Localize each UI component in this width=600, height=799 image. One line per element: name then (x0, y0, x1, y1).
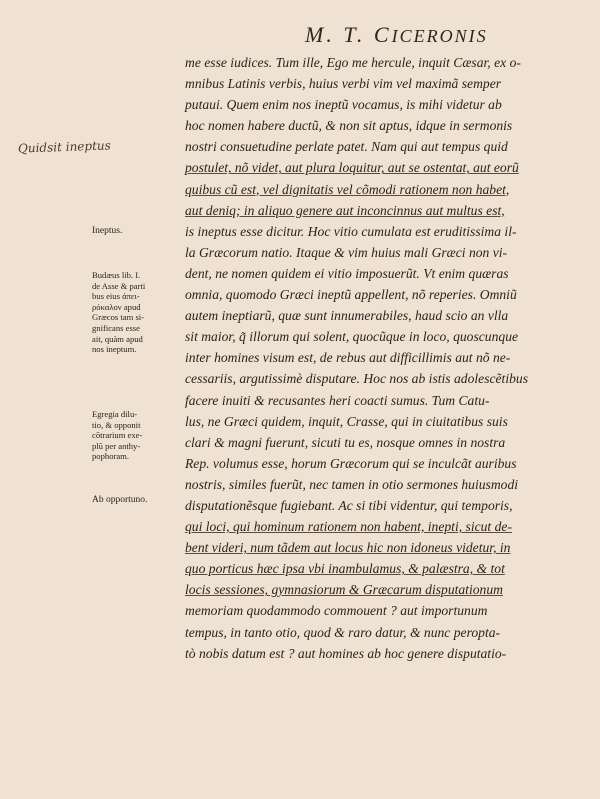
text-line: postulet, nõ videt, aut plura loquitur, aut se ostentat, aut eorũ (185, 160, 519, 176)
text-line: quo porticus hæc ipsa vbi inambulamus, & palæstra, & tot (185, 561, 505, 577)
text-line: lus, ne Græci quidem, inquit, Crasse, qui in ciuitatibus suis (185, 413, 508, 429)
handwritten-annotation: Quidsit ineptus (17, 138, 111, 156)
text-line: tò nobis datum est ? aut homines ab hoc genere disputatio- (185, 645, 507, 661)
text-line: disputationẽsque fugiebant. Ac si tibi videntur, qui temporis, (185, 497, 513, 513)
text-line: hoc nomen habere ductũ, & non sit aptus, idque in sermonis (185, 118, 513, 134)
margin-note-line: Egregia dilu- (92, 409, 138, 419)
text-line: autem ineptiarũ, quæ sunt innumerabiles, haud scio an vlla (185, 308, 509, 324)
margin-note-line: Ab opportuno. (92, 495, 148, 505)
text-line: quibus cũ est, vel dignitatis vel cõmodi rationem non habet, (185, 181, 510, 197)
main-text-block (185, 52, 570, 664)
text-line: qui loci, qui hominum rationem non habent, inepti, sicut de- (185, 519, 512, 535)
margin-note-line: Græcos tam si- (92, 312, 145, 323)
text-line: memoriam quodammodo commouent ? aut importunum (185, 603, 488, 619)
margin-note-line: cõtrarium exe- (92, 430, 143, 441)
text-line: bent videri, num tãdem aut locus hic non idoneus videtur, in (185, 540, 511, 556)
text-line: dent, ne nomen quidem ei vitio imposuerũt. Vt enim quæras (185, 265, 509, 281)
text-line: la Græcorum natio. Itaque & vim huius mali Græci non vi- (185, 244, 508, 260)
text-line: inter homines visum est, de rebus aut difficillimis aut nõ ne- (185, 350, 511, 366)
margin-note-line: Budæus lib. I. (92, 270, 141, 280)
text-line: nostris, similes fuerũt, nec tamen in otio sermones huiusmodi (185, 476, 519, 492)
text-line: locis sessiones, gymnasiorum & Græcarum disputationum (185, 582, 503, 598)
margin-note-budaeus (92, 270, 184, 355)
text-line: cessariis, argutissimè disputare. Hoc nos ab istis adolescẽtibus (185, 371, 528, 387)
text-line: Rep. volumus esse, horum Græcorum qui se inculcãt auribus (185, 455, 517, 471)
text-line: sit maior, q̃ illorum qui solent, quocũque in loco, quoscunque (185, 329, 519, 345)
margin-note-line: plũ per anthy- (92, 440, 141, 451)
running-head (305, 22, 488, 48)
margin-note-line: ait, quàm apud (92, 333, 143, 344)
text-line: tempus, in tanto otio, quod & raro datur, & nunc peropta- (185, 624, 501, 640)
text-line: nostri consuetudine perlate patet. Nam qui aut tempus quid (185, 139, 508, 155)
margin-note-line: nos ineptum. (92, 344, 137, 355)
margin-note-line: gnificans esse (92, 322, 140, 333)
margin-note-line: Ineptus. (92, 226, 123, 236)
margin-note-line: bus eius ἀπει- (92, 291, 140, 302)
text-line: me esse iudices. Tum ille, Ego me hercule, inquit Cæsar, ex o- (185, 55, 521, 70)
text-line: mnibus Latinis verbis, huius verbi vim vel maximã semper (185, 76, 502, 92)
margin-note-line: ρόκαλον apud (92, 301, 141, 312)
text-line: clari & magni fuerunt, sicuti tu es, nosque omnes in nostra (185, 434, 506, 450)
margin-note-line: de Asse & parti (92, 280, 146, 291)
margin-note-line: pophoram. (92, 451, 129, 462)
margin-note-line: tio, & opponit (92, 419, 141, 430)
text-line: omnia, quomodo Græci ineptũ appellent, nõ reperies. Omniũ (185, 287, 517, 303)
margin-note-ab-opportuno (92, 495, 184, 506)
text-line: facere inuiti & recusantes heri coacti sumus. Tum Catu- (185, 392, 490, 408)
text-line: is ineptus esse dicitur. Hoc vitio cumulata est eruditissima il- (185, 223, 517, 239)
running-head-first: M. T. C (305, 22, 392, 47)
text-line: aut deniq; in aliquo genere aut inconcinnus aut multus est, (185, 202, 505, 218)
running-head-rest: ICERONIS (391, 26, 488, 46)
margin-note-ineptus (92, 226, 184, 237)
text-line: putaui. Quem enim nos ineptũ vocamus, is mihi videtur ab (185, 97, 502, 113)
margin-note-egregia (92, 409, 184, 462)
